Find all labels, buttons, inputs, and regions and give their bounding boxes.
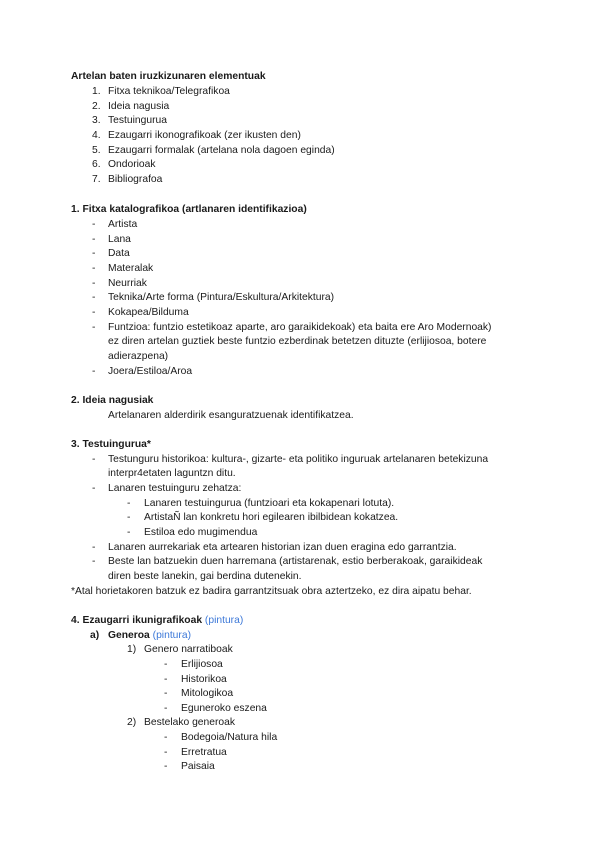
intro-item xyxy=(92,85,230,100)
dash-bullet: - xyxy=(164,761,168,772)
list-item xyxy=(92,218,138,233)
dash-bullet: - xyxy=(164,659,168,670)
dash-bullet: - xyxy=(127,498,131,509)
intro-item xyxy=(92,144,335,159)
list-item xyxy=(92,291,335,306)
list-text: Teknika/Arte forma (Pintura/Eskultura/Arkitektura) xyxy=(108,292,335,303)
list-text: Bestelako generoak xyxy=(144,717,236,728)
list-item xyxy=(92,247,130,262)
genre-item xyxy=(164,702,267,717)
list-text: Erretratua xyxy=(181,747,227,758)
list-item xyxy=(92,482,242,497)
nested-list-item xyxy=(127,497,395,512)
dash-bullet: - xyxy=(92,454,96,465)
dash-bullet: - xyxy=(92,292,96,303)
list-number: 4. xyxy=(92,130,101,141)
list-number: 2. xyxy=(92,101,101,112)
genre-group-heading xyxy=(127,716,236,731)
list-text: ArtistaÑ lan konkretu hori egilearen ibilbidean kokatzea. xyxy=(144,512,399,523)
nested-list-item xyxy=(127,526,258,541)
list-text-continued: interpr4etaten laguntzn ditu. xyxy=(108,468,236,479)
list-text: Beste lan batzuekin duen harremana (artistarenak, estio berberakoak, garaikideak xyxy=(108,556,483,567)
dash-bullet: - xyxy=(127,512,131,523)
list-text: Lanaren aurrekariak eta artearen historian izan duen eragina edo garrantzia. xyxy=(108,542,457,553)
section-4-tag: (pintura) xyxy=(204,615,244,626)
list-text: Bibliografoa xyxy=(108,174,163,185)
intro-item xyxy=(92,114,167,129)
sub-a-label: Generoa xyxy=(108,630,150,641)
list-item xyxy=(92,277,147,292)
dash-bullet: - xyxy=(164,703,168,714)
list-text: Historikoa xyxy=(181,674,227,685)
genre-item xyxy=(164,673,227,688)
list-text: Lanaren testuingurua (funtzioari eta kokapenari lotuta). xyxy=(144,498,395,509)
list-item xyxy=(92,262,154,277)
footnote: *Atal horietakoren batzuk ez badira garrantzitsuak obra aztertzeko, ez dira aipatu behar. xyxy=(71,586,472,597)
list-number: 6. xyxy=(92,159,101,170)
dash-bullet: - xyxy=(164,674,168,685)
dash-bullet: - xyxy=(127,527,131,538)
list-item xyxy=(92,365,193,380)
list-text-continued: diren beste lanekin, gai berdina dutenekin. xyxy=(108,571,302,582)
dash-bullet: - xyxy=(92,234,96,245)
list-number: 1. xyxy=(92,86,101,97)
list-text: Ezaugarri ikonografikoak (zer ikusten den) xyxy=(108,130,301,141)
dash-bullet: - xyxy=(164,732,168,743)
dash-bullet: - xyxy=(92,542,96,553)
dash-bullet: - xyxy=(92,307,96,318)
dash-bullet: - xyxy=(92,322,96,333)
list-number: 2) xyxy=(127,717,137,728)
list-text: Artista xyxy=(108,219,138,230)
genre-item xyxy=(164,658,223,673)
section-3-heading: 3. Testuingurua* xyxy=(71,439,151,450)
list-text: Eguneroko eszena xyxy=(181,703,267,714)
genre-item xyxy=(164,760,215,775)
dash-bullet: - xyxy=(92,483,96,494)
sub-a-marker: a) xyxy=(90,630,100,641)
list-text: Genero narratiboak xyxy=(144,644,233,655)
section-2-heading: 2. Ideia nagusiak xyxy=(71,395,154,406)
section-4-heading xyxy=(71,614,243,629)
genre-item xyxy=(164,731,278,746)
intro-item xyxy=(92,158,156,173)
section-2-text: Artelanaren alderdirik esanguratzuenak identifikatzea. xyxy=(108,410,354,421)
list-text: Fitxa teknikoa/Telegrafikoa xyxy=(108,86,230,97)
list-text: Joera/Estiloa/Aroa xyxy=(108,366,193,377)
dash-bullet: - xyxy=(92,556,96,567)
list-text: Testunguru historikoa: kultura-, gizarte- eta politiko inguruak artelanaren betekizuna xyxy=(108,454,489,465)
sub-a-tag: (pintura) xyxy=(152,630,191,641)
list-text: Ideia nagusia xyxy=(108,101,170,112)
section-1-heading: 1. Fitxa katalografikoa (artlanaren identifikazioa) xyxy=(71,204,307,215)
list-text: Erlijiosoa xyxy=(181,659,223,670)
dash-bullet: - xyxy=(164,688,168,699)
list-item xyxy=(92,555,483,570)
genre-item xyxy=(164,746,227,761)
list-text: Bodegoia/Natura hila xyxy=(181,732,278,743)
section-4-heading-text: 4. Ezaugarri ikunigrafikoak xyxy=(71,615,203,626)
list-number: 5. xyxy=(92,145,101,156)
list-text: Data xyxy=(108,248,130,259)
dash-bullet: - xyxy=(92,248,96,259)
sub-a-heading xyxy=(90,629,191,644)
dash-bullet: - xyxy=(92,219,96,230)
list-text: Kokapea/Bilduma xyxy=(108,307,189,318)
list-text: Estiloa edo mugimendua xyxy=(144,527,258,538)
list-text: Mitologikoa xyxy=(181,688,234,699)
list-text: Neurriak xyxy=(108,278,147,289)
nested-list-item xyxy=(127,511,399,526)
dash-bullet: - xyxy=(164,747,168,758)
list-text: Funtzioa: funtzio estetikoaz aparte, aro garaikidekoak) eta baita ere Aro Modernoak) xyxy=(108,322,492,333)
intro-item xyxy=(92,129,301,144)
list-text: Ondorioak xyxy=(108,159,156,170)
dash-bullet: - xyxy=(92,278,96,289)
list-item xyxy=(92,321,492,336)
list-number: 3. xyxy=(92,115,101,126)
genre-item xyxy=(164,687,234,702)
list-text: Lanaren testuinguru zehatza: xyxy=(108,483,242,494)
dash-bullet: - xyxy=(92,366,96,377)
list-text: Paisaia xyxy=(181,761,215,772)
dash-bullet: - xyxy=(92,263,96,274)
list-number: 7. xyxy=(92,174,101,185)
list-text-continued: adierazpena) xyxy=(108,351,169,362)
intro-item xyxy=(92,173,163,188)
intro-heading: Artelan baten iruzkizunaren elementuak xyxy=(71,71,266,82)
list-item xyxy=(92,453,489,468)
list-text: Testuingurua xyxy=(108,115,167,126)
list-text: Ezaugarri formalak (artelana nola dagoen eginda) xyxy=(108,145,335,156)
intro-item xyxy=(92,100,170,115)
list-text-continued: ez diren artelan guztiek beste funtzio ezberdinak betetzen dituzte (erlijiosoa, botere xyxy=(108,336,487,347)
list-item xyxy=(92,306,189,321)
list-number: 1) xyxy=(127,644,137,655)
list-text: Lana xyxy=(108,234,131,245)
genre-group-heading xyxy=(127,643,233,658)
list-item xyxy=(92,233,131,248)
list-text: Materalak xyxy=(108,263,154,274)
list-item xyxy=(92,541,457,556)
